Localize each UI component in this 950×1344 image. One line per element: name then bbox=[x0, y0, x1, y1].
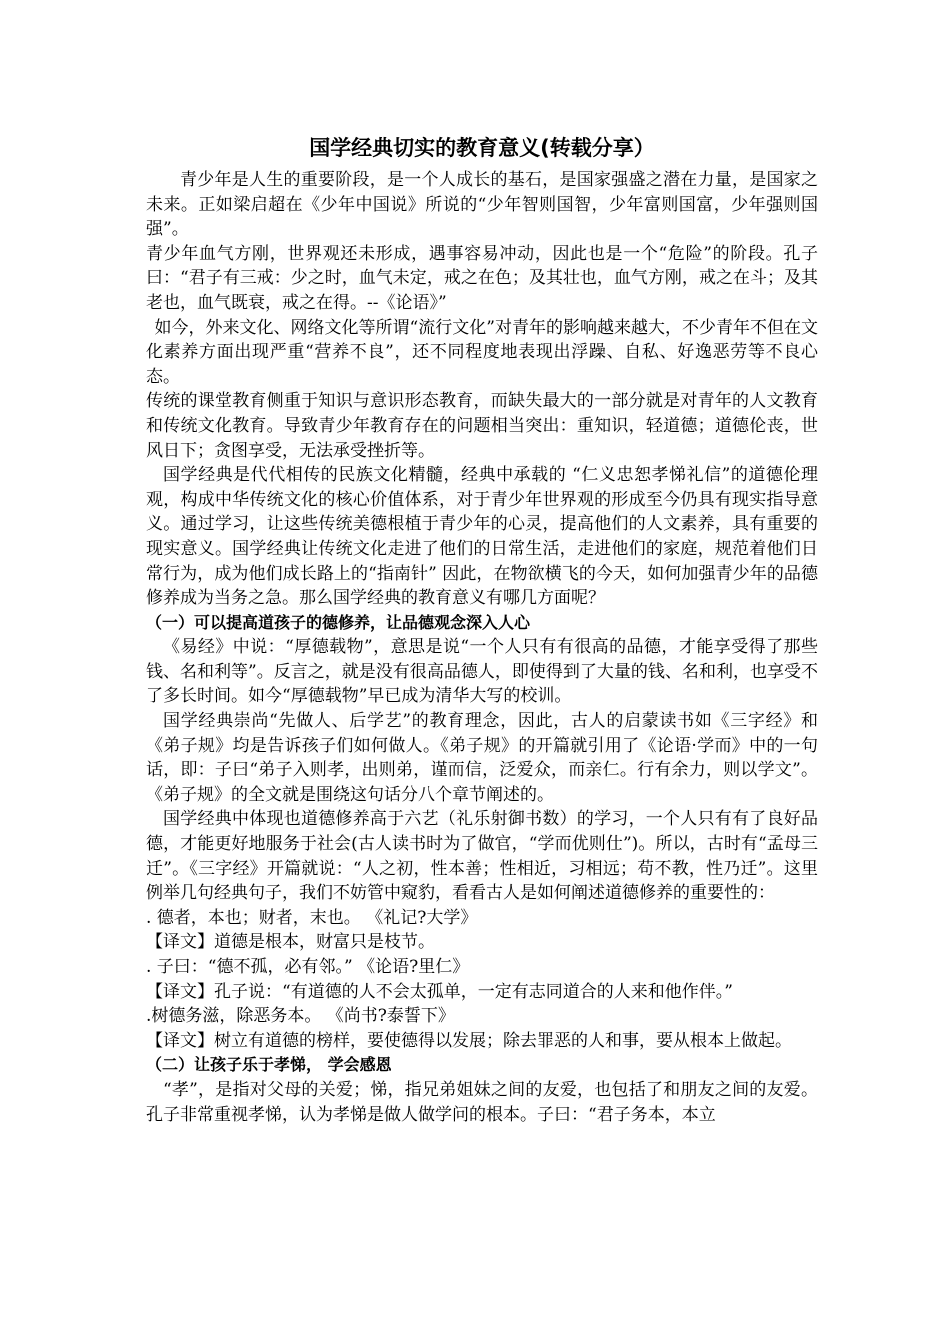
paragraph-classroom-education: 传统的课堂教育侧重于知识与意识形态教育，而缺失最大的一部分就是对青年的人文教育和传统文化教育。导致青少年教育存在的问题相当突出：重知识，轻道德；道德伦丧，世风日下；贪图享受，无法承受挫折等。 bbox=[146, 391, 818, 461]
quote-shangshu: .树德务滋，除恶务本。 《尚书?泰誓下》 bbox=[146, 1006, 455, 1027]
paragraph-popular-culture: 如今，外来文化、网络文化等所谓“流行文化”对青年的影响越来越大，不少青年不但在文化素养方面出现严重“营养不良”，还不同程度地表现出浮躁、自私、好逸恶劳等不良心态。 bbox=[146, 317, 818, 387]
paragraph-classics-value: 国学经典是代代相传的民族文化精髓，经典中承载的 “仁义忠恕孝悌礼信”的道德伦理观，构成中华传统文化的核心价值体系，对于青少年世界观的形成至今仍具有现实指导意义。通过学习，让这些传统美德根植于青少年的心灵，提高他们的人文素养，具有重要的现实意义。国学经典让传统文化走进了他们的日常生活，走进他们的家庭，规范着他们日常行为，成为他们成长路上的“指南针” 因此，在物欲横飞的今天，如何加强青少年的品德修养成为当务之急。那么国学经典的教育意义有哪几方面呢？ bbox=[146, 465, 818, 609]
translation-liji: 【译文】道德是根本，财富只是枝节。 bbox=[146, 932, 435, 953]
section-heading-2: （二）让孩子乐于孝悌， 学会感恩 bbox=[146, 1055, 392, 1075]
paragraph-moral-cultivation: 国学经典中体现也道德修养高于六艺（礼乐射御书数）的学习，一个人只有有了良好品德，才能更好地服务于社会(古人读书时为了做官，“学而优则仕”)。所以，古时有“孟母三迁”。《三字经》开篇就说：“人之初，性本善；性相近，习相远；苟不教，性乃迁”。这里例举几句经典句子，我们不妨管中窥豹，看看古人是如何阐述道德修养的重要性的： bbox=[146, 809, 818, 904]
paragraph-intro: 青少年是人生的重要阶段，是一个人成长的基石，是国家强盛之潜在力量，是国家之未来。正如梁启超在《少年中国说》所说的“少年智则国智，少年富则国富，少年强则国强”。 bbox=[146, 170, 818, 240]
section-heading-1: （一）可以提高道孩子的德修养，让品德观念深入人心 bbox=[146, 612, 531, 632]
paragraph-dizigui: 国学经典崇尚“先做人、后学艺”的教育理念，因此，古人的启蒙读书如《三字经》和《弟子规》均是告诉孩子们如何做人。《弟子规》的开篇就引用了《论语·学而》中的一句话，即：子曰“弟子入则孝，出则弟，谨而信，泛爱众，而亲仁。行有余力，则以学文”。《弟子规》的全文就是围绕这句话分八个章节阐述的。 bbox=[146, 711, 818, 805]
quote-liji: . 德者，本也；财者，末也。 《礼记?大学》 bbox=[146, 907, 478, 928]
paragraph-filial-piety: “孝”，是指对父母的关爱；悌，指兄弟姐妹之间的友爱，也包括了和朋友之间的友爱。孔子非常重视孝悌，认为孝悌是做人做学问的根本。子曰：“君子务本，本立 bbox=[146, 1079, 818, 1125]
translation-shangshu: 【译文】树立有道德的榜样，要使德得以发展；除去罪恶的人和事，要从根本上做起。 bbox=[146, 1030, 792, 1051]
document-title: 国学经典切实的教育意义(转载分享） bbox=[309, 136, 655, 160]
paragraph-yijing: 《易经》中说：“厚德载物”，意思是说“一个人只有有很高的品德，才能享受得了那些钱、名和利等”。反言之，就是没有很高品德人，即使得到了大量的钱、名和利，也享受不了多长时间。如今“厚德载物”早已成为清华大写的校训。 bbox=[146, 637, 818, 707]
document-body bbox=[146, 134, 818, 1127]
paragraph-youth-danger: 青少年血气方刚，世界观还未形成，遇事容易冲动，因此也是一个“危险”的阶段。孔子曰：“君子有三戒：少之时，血气未定，戒之在色；及其壮也，血气方刚，戒之在斗；及其老也，血气既衰，戒之在得。--《论语》” bbox=[146, 243, 818, 313]
translation-lunyu: 【译文】孔子说：“有道德的人不会太孤单，一定有志同道合的人来和他作伴。” bbox=[146, 981, 733, 1002]
quote-lunyu: . 子曰：“德不孤，必有邻。” 《论语?里仁》 bbox=[146, 957, 470, 977]
